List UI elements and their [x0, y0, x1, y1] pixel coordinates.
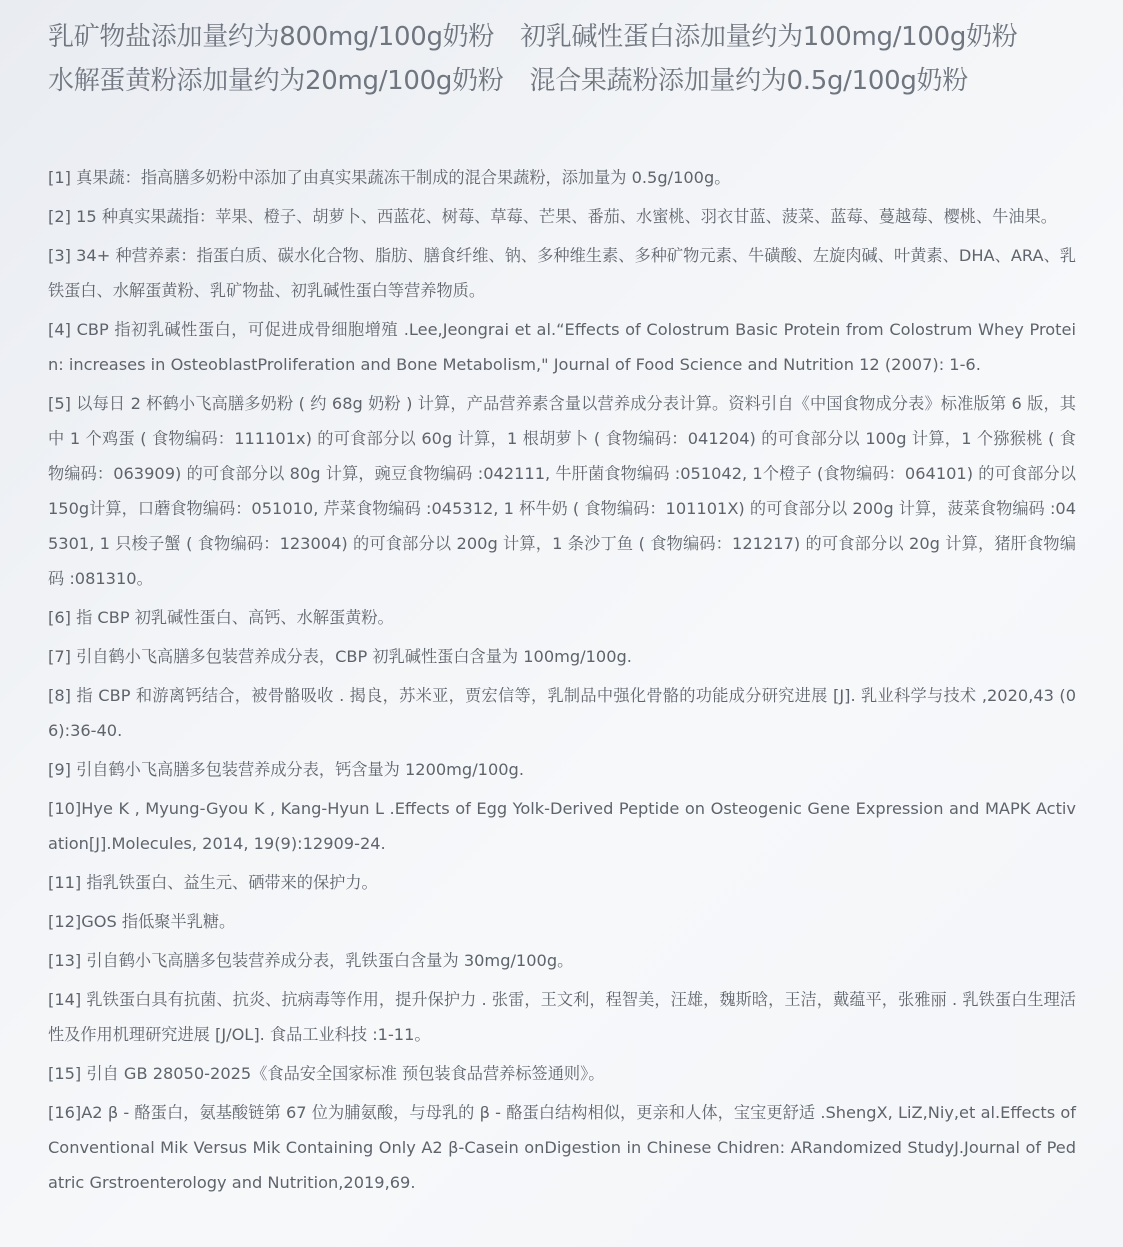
nutrient-header	[48, 12, 1088, 100]
footnote-16: [16]A2 β - 酪蛋白，氨基酸链第 67 位为脯氨酸，与母乳的 β - 酪蛋白结构相似，更亲和人体，宝宝更舒适 .ShengX, LiZ,Niy,et al.Effects of Conventional Mik Versus Mik Containing Only A2 β-Casein onDigestion in Chinese Chidren: ARandomized StudyJ.Journal of Pedatric Grstroenterology and Nutrition,2019,69.	[48, 1103, 1076, 1192]
header-egg-yolk: 水解蛋黄粉添加量约为20mg/100g奶粉	[48, 65, 504, 96]
header-row	[48, 56, 1088, 100]
footnote-6: [6] 指 CBP 初乳碱性蛋白、高钙、水解蛋黄粉。	[48, 608, 394, 627]
footnote-14: [14] 乳铁蛋白具有抗菌、抗炎、抗病毒等作用，提升保护力 . 张雷，王文利，程智美，汪雄，魏斯晗，王洁，戴蕴平，张雅丽 . 乳铁蛋白生理活性及作用机理研究进展 [J/OL]. 食品工业科技 :1-11。	[48, 990, 1076, 1044]
footnote-5: [5] 以每日 2 杯鹤小飞高膳多奶粉 ( 约 68g 奶粉 ) 计算，产品营养素含量以营养成分表计算。资料引自《中国食物成分表》标准版第 6 版，其中 1 个鸡蛋 ( 食物编码：111101x) 的可食部分以 60g 计算，1 根胡萝卜 ( 食物编码：041204) 的可食部分以 100g 计算，1 个猕猴桃 ( 食物编码：063909) 的可食部分以 80g 计算，豌豆食物编码 :042111, 牛肝菌食物编码 :051042, 1个橙子 (食物编码：064101) 的可食部分以150g计算，口蘑食物编码：051010, 芹菜食物编码 :045312, 1 杯牛奶 ( 食物编码：101101X) 的可食部分以 200g 计算，菠菜食物编码 :045301, 1 只梭子蟹 ( 食物编码：123004) 的可食部分以 200g 计算，1 条沙丁鱼 ( 食物编码：121217) 的可食部分以 20g 计算，猪肝食物编码 :081310。	[48, 394, 1076, 588]
footnote-4: [4] CBP 指初乳碱性蛋白，可促进成骨细胞增殖 .Lee,Jeongrai et al.“Effects of Colostrum Basic Protein from Colostrum Whey Protein: increases in OsteoblastProliferation and Bone Metabolism," Journal of Food Science and Nutrition 12 (2007): 1-6.	[48, 320, 1076, 374]
header-cbp: 初乳碱性蛋白添加量约为100mg/100g奶粉	[520, 21, 1018, 52]
footnote-15: [15] 引自 GB 28050-2025《食品安全国家标准 预包装食品营养标签通则》。	[48, 1064, 605, 1083]
header-row	[48, 12, 1088, 56]
footnote-11: [11] 指乳铁蛋白、益生元、硒带来的保护力。	[48, 873, 378, 892]
header-fruit-veg: 混合果蔬粉添加量约为0.5g/100g奶粉	[529, 65, 968, 96]
footnote-13: [13] 引自鹤小飞高膳多包装营养成分表，乳铁蛋白含量为 30mg/100g。	[48, 951, 574, 970]
footnote-10: [10]Hye K , Myung-Gyou K , Kang-Hyun L .Effects of Egg Yolk-Derived Peptide on Osteogenic Gene Expression and MAPK Activation[J].Molecules, 2014, 19(9):12909-24.	[48, 799, 1076, 853]
footnotes-list	[48, 160, 1076, 1204]
footnote-2: [2] 15 种真实果蔬指：苹果、橙子、胡萝卜、西蓝花、树莓、草莓、芒果、番茄、水蜜桃、羽衣甘蓝、菠菜、蓝莓、蔓越莓、樱桃、牛油果。	[48, 207, 1057, 226]
footnote-8: [8] 指 CBP 和游离钙结合，被骨骼吸收 . 揭良，苏米亚，贾宏信等，乳制品中强化骨骼的功能成分研究进展 [J]. 乳业科学与技术 ,2020,43 (06):36-40.	[48, 686, 1076, 740]
footnote-7: [7] 引自鹤小飞高膳多包装营养成分表，CBP 初乳碱性蛋白含量为 100mg/100g.	[48, 647, 632, 666]
footnote-1: [1] 真果蔬：指高膳多奶粉中添加了由真实果蔬冻干制成的混合果蔬粉，添加量为 0.5g/100g。	[48, 168, 731, 187]
footnote-9: [9] 引自鹤小飞高膳多包装营养成分表，钙含量为 1200mg/100g.	[48, 760, 524, 779]
footnote-12: [12]GOS 指低聚半乳糖。	[48, 912, 236, 931]
footnote-3: [3] 34+ 种营养素：指蛋白质、碳水化合物、脂肪、膳食纤维、钠、多种维生素、多种矿物元素、牛磺酸、左旋肉碱、叶黄素、DHA、ARA、乳铁蛋白、水解蛋黄粉、乳矿物盐、初乳碱性蛋白等营养物质。	[48, 246, 1076, 300]
header-milk-mineral: 乳矿物盐添加量约为800mg/100g奶粉	[48, 21, 495, 52]
